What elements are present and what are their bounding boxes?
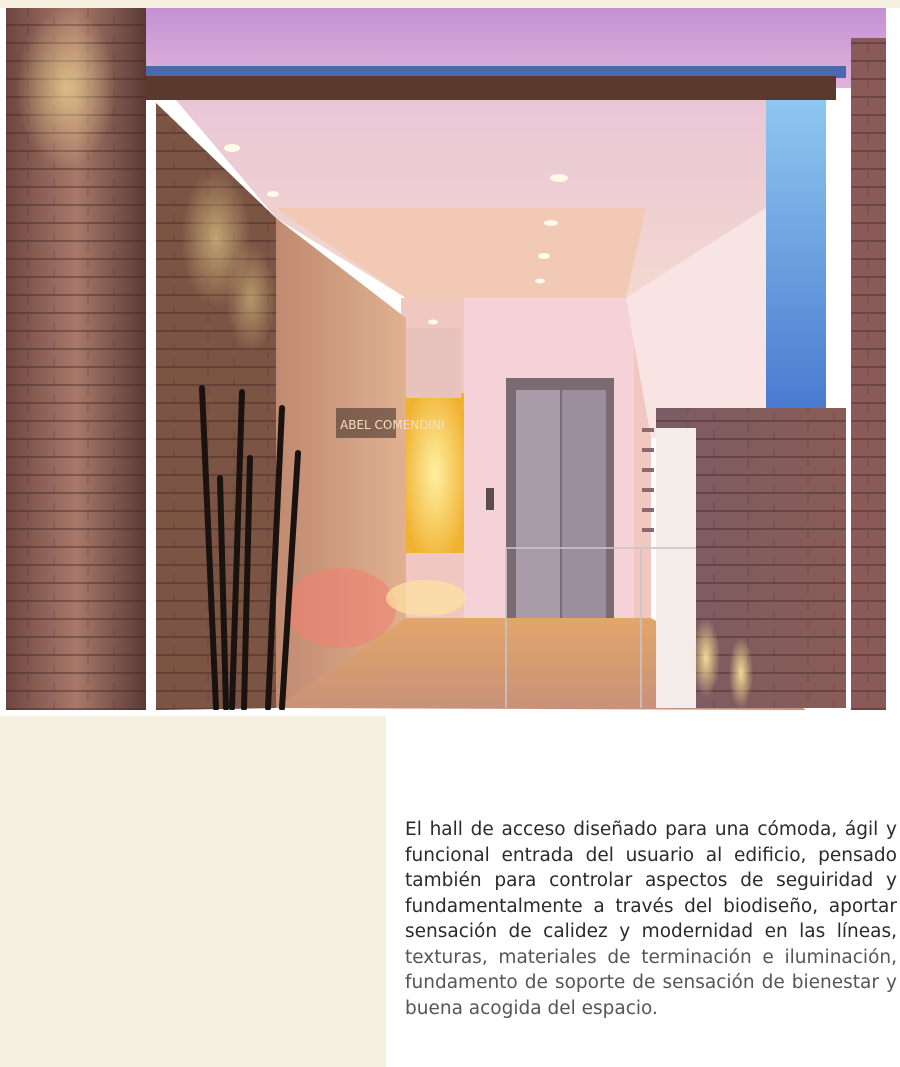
wall-sign: ABEL COMENDINI (340, 418, 445, 432)
top-strip (0, 0, 900, 8)
caption-line: fundamento de soporte de sensación de bienestar y (405, 972, 897, 993)
caption-line: fundamentalmente a través del biodiseño, aportar (405, 895, 897, 917)
caption-line: sensación de calidez y modernidad en las líneas, (405, 921, 897, 942)
cream-panel (0, 716, 386, 1067)
caption-line: buena acogida del espacio. (405, 997, 658, 1019)
lobby-photo (6, 8, 886, 710)
caption-paragraph (405, 817, 897, 1021)
caption-line: El hall de acceso diseñado para una cómoda, ágil y (405, 819, 897, 840)
lobby-illustration (6, 8, 886, 710)
caption-line: funcional entrada del usuario al edificio, pensado (405, 844, 897, 866)
caption-line: también para controlar aspectos de seguiridad y (405, 870, 897, 891)
caption-line: texturas, materiales de terminación e iluminación, (405, 946, 897, 968)
